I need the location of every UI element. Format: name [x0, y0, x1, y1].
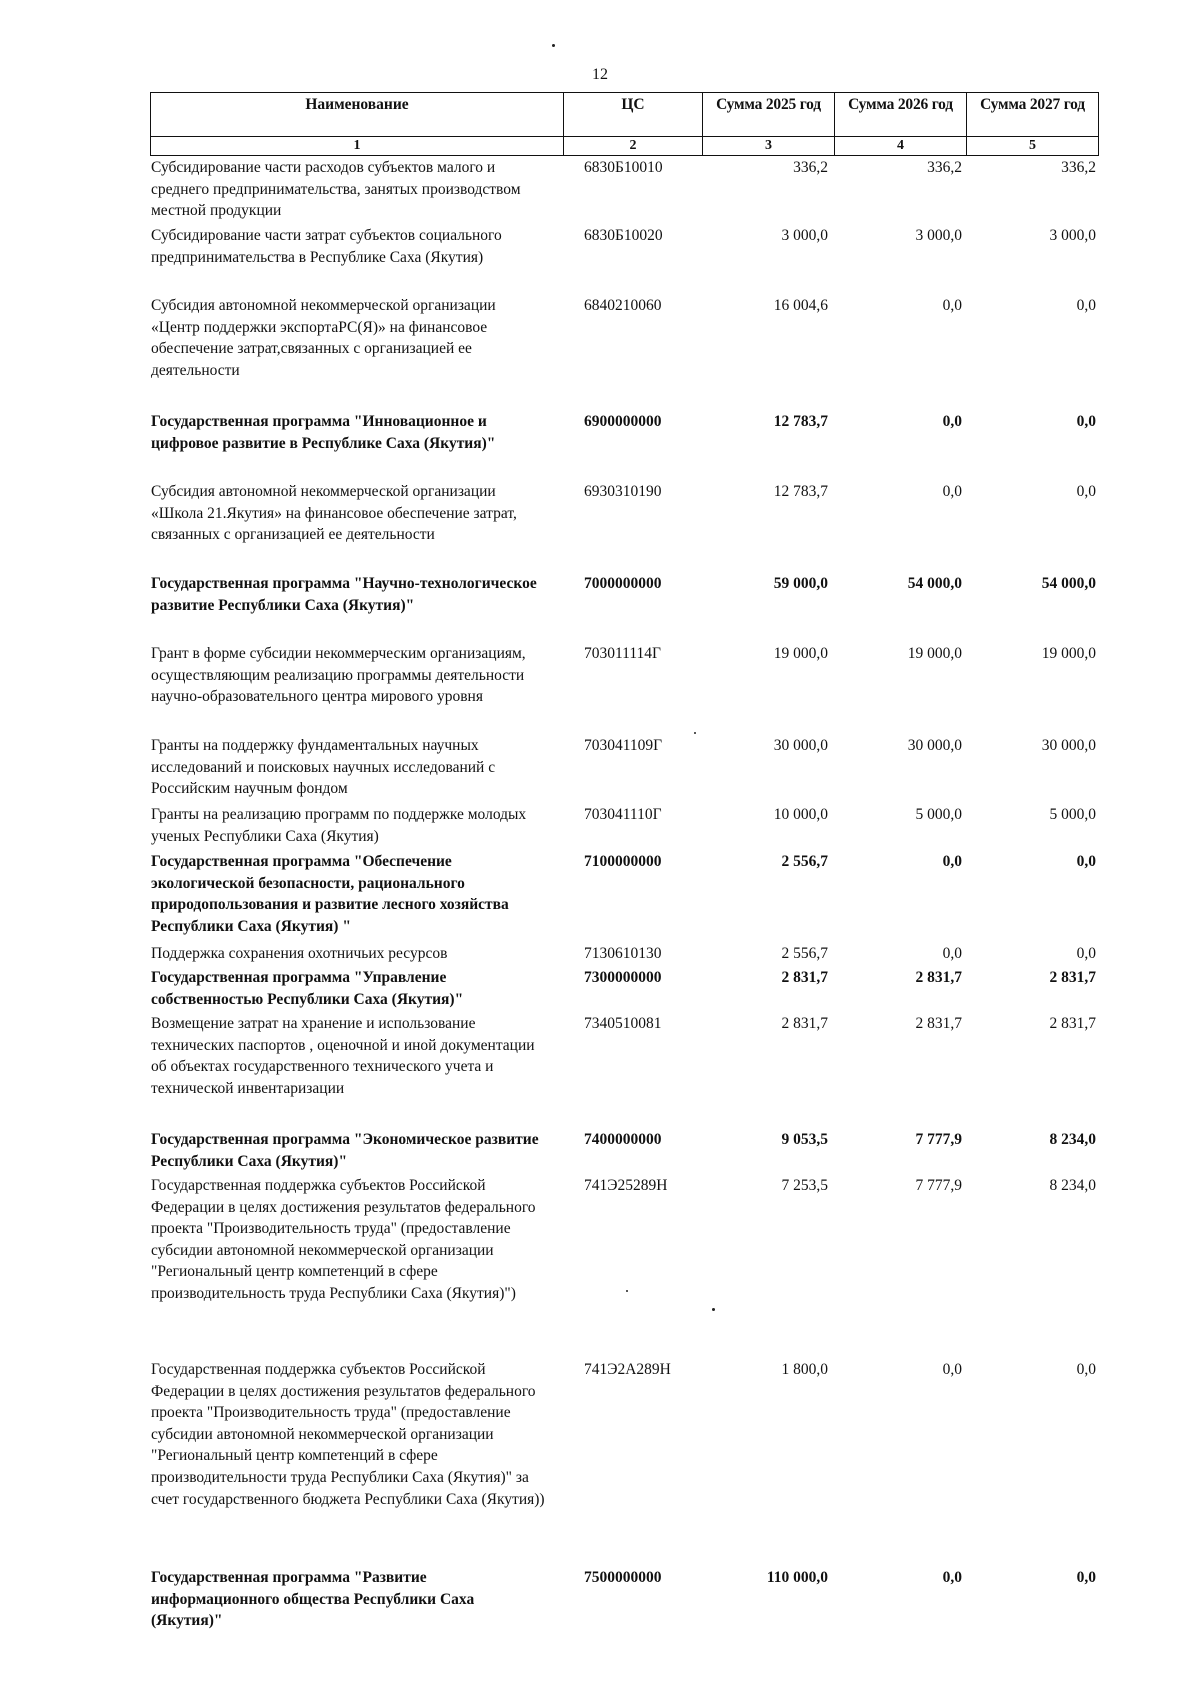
row-sum-2026: 30 000,0 [907, 737, 962, 754]
column-number: 4 [835, 137, 967, 156]
row-name: Государственная программа "Научно-технологическое развитие Республики Саха (Якутия)" [151, 575, 537, 614]
row-name: Государственная поддержка субъектов Российской Федерации в целях достижения результатов федерального проекта "Производительность труда" (предоставление субсидии автономной некоммерческой организации "Региональный центр компетенций в сфере производительности труда Республики Саха (Якутия)" за счет государственного бюджета Республики Саха (Якутия)) [151, 1361, 545, 1508]
column-number: 5 [967, 137, 1099, 156]
row-code: 7300000000 [584, 969, 662, 986]
row-code: 703041110Г [584, 806, 662, 823]
row-code: 703011114Г [584, 645, 661, 662]
row-code: 703041109Г [584, 737, 663, 754]
header-code: ЦС [564, 93, 703, 137]
row-sum-2026: 0,0 [942, 483, 962, 500]
row-name: Возмещение затрат на хранение и использование технических паспортов , оценочной и иной документации об объектах государственного технического учета и технической инвентаризации [151, 1015, 535, 1097]
row-sum-2025: 1 800,0 [781, 1361, 828, 1378]
row-sum-2025: 10 000,0 [773, 806, 828, 823]
column-number: 2 [564, 137, 703, 156]
row-code: 7340510081 [584, 1015, 662, 1032]
row-sum-2025: 16 004,6 [773, 297, 828, 314]
row-sum-2025: 2 556,7 [781, 853, 828, 870]
row-sum-2026: 54 000,0 [907, 575, 962, 592]
row-name: Государственная поддержка субъектов Российской Федерации в целях достижения результатов федерального проекта "Производительность труда" (предоставление субсидии автономной некоммерческой организации "Региональный центр компетенций в сфере производительность труда Республики Саха (Якутия)") [151, 1177, 536, 1302]
column-number: 3 [703, 137, 835, 156]
row-sum-2027: 0,0 [1076, 1569, 1096, 1586]
row-name: Поддержка сохранения охотничьих ресурсов [151, 945, 448, 962]
header-sum-2025: Сумма 2025 год [703, 93, 835, 137]
row-sum-2027: 336,2 [1061, 159, 1096, 176]
row-name: Государственная программа "Инновационное и цифровое развитие в Республике Саха (Якутия)" [151, 413, 496, 452]
row-sum-2026: 2 831,7 [915, 969, 962, 986]
scan-speck [626, 1290, 628, 1292]
row-name: Гранты на поддержку фундаментальных научных исследований и поисковых научных исследований с Российским научным фондом [151, 737, 496, 798]
row-sum-2027: 19 000,0 [1041, 645, 1096, 662]
row-sum-2027: 54 000,0 [1041, 575, 1096, 592]
row-sum-2025: 12 783,7 [773, 483, 828, 500]
row-name: Грант в форме субсидии некоммерческим организациям, осуществляющим реализацию программы деятельности научно-образовательного центра мирового уровня [151, 645, 526, 706]
row-code: 6930310190 [584, 483, 662, 500]
table-header [150, 92, 1099, 156]
row-name: Гранты на реализацию программ по поддержке молодых ученых Республики Саха (Якутия) [151, 806, 527, 845]
row-sum-2026: 7 777,9 [915, 1177, 962, 1194]
row-sum-2026: 0,0 [942, 1361, 962, 1378]
row-sum-2025: 2 831,7 [781, 1015, 828, 1032]
row-sum-2027: 30 000,0 [1041, 737, 1096, 754]
row-code: 6830Б10020 [584, 227, 663, 244]
row-sum-2026: 0,0 [942, 297, 962, 314]
row-sum-2026: 0,0 [942, 413, 962, 430]
column-number: 1 [151, 137, 564, 156]
row-name: Субсидирование части расходов субъектов малого и среднего предпринимательства, занятых производством местной продукции [151, 159, 521, 220]
row-name: Государственная программа "Управление собственностью Республики Саха (Якутия)" [151, 969, 464, 1008]
row-sum-2027: 2 831,7 [1049, 969, 1096, 986]
row-code: 7000000000 [584, 575, 662, 592]
row-sum-2025: 12 783,7 [773, 413, 828, 430]
row-code: 7100000000 [584, 853, 662, 870]
page-number: 12 [592, 66, 608, 83]
row-sum-2026: 5 000,0 [915, 806, 962, 823]
row-sum-2025: 30 000,0 [773, 737, 828, 754]
row-sum-2026: 3 000,0 [915, 227, 962, 244]
row-sum-2025: 19 000,0 [773, 645, 828, 662]
scan-speck [694, 732, 696, 734]
row-sum-2026: 0,0 [942, 853, 962, 870]
row-sum-2025: 110 000,0 [766, 1569, 828, 1586]
row-sum-2027: 8 234,0 [1049, 1177, 1096, 1194]
row-sum-2027: 0,0 [1076, 945, 1096, 962]
row-code: 741Э2А289Н [584, 1361, 671, 1378]
row-sum-2027: 2 831,7 [1049, 1015, 1096, 1032]
scan-speck [712, 1308, 715, 1311]
header-name: Наименование [151, 93, 564, 137]
row-name: Государственная программа "Экономическое развитие Республики Саха (Якутия)" [151, 1131, 539, 1170]
row-sum-2025: 9 053,5 [781, 1131, 828, 1148]
row-code: 7500000000 [584, 1569, 662, 1586]
row-sum-2027: 5 000,0 [1049, 806, 1096, 823]
row-name: Государственная программа "Обеспечение экологической безопасности, рационального природопользования и развитие лесного хозяйства Республики Саха (Якутия) " [151, 853, 509, 935]
row-sum-2025: 336,2 [793, 159, 828, 176]
scan-speck [552, 44, 555, 47]
row-sum-2026: 2 831,7 [915, 1015, 962, 1032]
row-sum-2027: 0,0 [1076, 413, 1096, 430]
row-sum-2025: 2 831,7 [781, 969, 828, 986]
row-sum-2025: 7 253,5 [781, 1177, 828, 1194]
row-sum-2027: 0,0 [1076, 483, 1096, 500]
row-sum-2025: 2 556,7 [781, 945, 828, 962]
row-sum-2026: 0,0 [942, 945, 962, 962]
row-code: 7400000000 [584, 1131, 662, 1148]
row-code: 741Э25289Н [584, 1177, 668, 1194]
row-sum-2026: 0,0 [942, 1569, 962, 1586]
row-sum-2027: 3 000,0 [1049, 227, 1096, 244]
row-code: 6830Б10010 [584, 159, 663, 176]
row-name: Государственная программа "Развитие информационного общества Республики Саха (Якутия)" [151, 1569, 475, 1630]
header-sum-2027: Сумма 2027 год [967, 93, 1099, 137]
column-number-row [151, 137, 1099, 156]
row-sum-2027: 0,0 [1076, 853, 1096, 870]
row-sum-2027: 0,0 [1076, 1361, 1096, 1378]
row-sum-2027: 0,0 [1076, 297, 1096, 314]
row-name: Субсидия автономной некоммерческой организации «Школа 21.Якутия» на финансовое обеспечение затрат, связанных с организацией ее деятельности [151, 483, 517, 544]
row-code: 6840210060 [584, 297, 662, 314]
header-sum-2026: Сумма 2026 год [835, 93, 967, 137]
row-name: Субсидия автономной некоммерческой организации «Центр поддержки экспортаРС(Я)» на финансовое обеспечение затрат,связанных с организацией ее деятельности [151, 297, 496, 379]
row-code: 7130610130 [584, 945, 662, 962]
row-sum-2026: 336,2 [927, 159, 962, 176]
row-sum-2025: 59 000,0 [773, 575, 828, 592]
header-row [151, 93, 1099, 137]
row-sum-2027: 8 234,0 [1049, 1131, 1096, 1148]
row-sum-2026: 19 000,0 [907, 645, 962, 662]
row-code: 6900000000 [584, 413, 662, 430]
row-name: Субсидирование части затрат субъектов социального предпринимательства в Республике Саха (Якутия) [151, 227, 502, 266]
row-sum-2026: 7 777,9 [915, 1131, 962, 1148]
row-sum-2025: 3 000,0 [781, 227, 828, 244]
